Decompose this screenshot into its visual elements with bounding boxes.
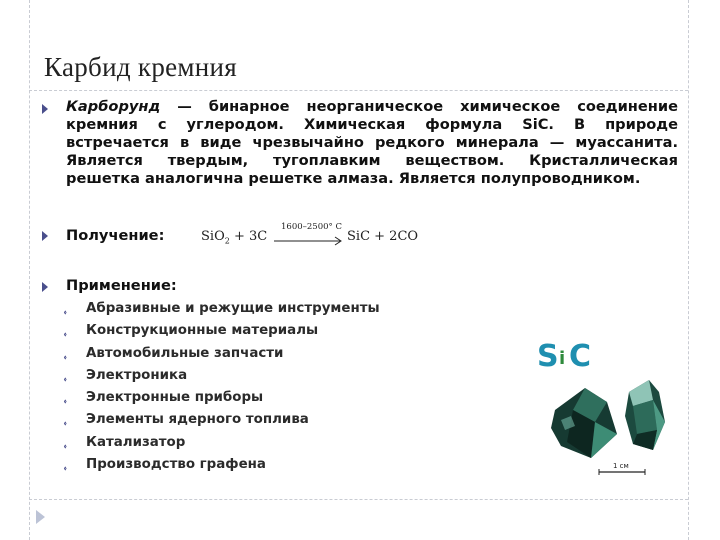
application-label: Применение:: [66, 277, 177, 294]
scale-label: 1 см: [613, 462, 629, 470]
sub-bullet-icon: ⬫: [64, 352, 67, 363]
list-item: ⬫ Конструкционные материалы: [64, 322, 380, 344]
svg-text:i: i: [559, 348, 566, 369]
left-dashed-rule: [29, 0, 30, 540]
sic-crystal-photo: [525, 330, 685, 480]
bottom-dashed-rule: [29, 499, 688, 500]
sub-bullet-icon: ⬫: [64, 374, 67, 385]
bullet-icon: [42, 231, 48, 241]
equation-condition: 1600–2500° C: [281, 222, 342, 232]
intro-text: — бинарное неорганическое химическое соединение кремния с углеродом. Химическая формула SiC. В природе встречается в виде чрезвычайно редкого минерала — муассанита. Является твердым, тугоплавким веществом. Кристаллическая решетка аналогична решетке алмаза. Является полупроводником.: [66, 98, 678, 187]
list-item: ⬫ Электроника: [64, 367, 380, 389]
equation-reactants: SiO$_2$ + 3C: [201, 229, 268, 246]
next-slide-arrow-icon[interactable]: [36, 510, 45, 524]
production-label: Получение:: [66, 227, 165, 244]
bullet-icon: [42, 104, 48, 114]
list-item: ⬫ Катализатор: [64, 434, 380, 456]
equation-products: SiC + 2CO: [347, 229, 419, 244]
sub-bullet-icon: ⬫: [64, 397, 67, 408]
list-item: ⬫ Производство графена: [64, 456, 380, 478]
list-item: ⬫ Электронные приборы: [64, 389, 380, 411]
intro-term: Карборунд: [66, 98, 161, 115]
list-item: ⬫ Автомобильные запчасти: [64, 345, 380, 367]
list-item: ⬫ Абразивные и режущие инструменты: [64, 300, 380, 322]
sub-bullet-icon: ⬫: [64, 441, 67, 452]
svg-text:C: C: [569, 339, 592, 374]
application-list: [64, 300, 380, 478]
right-dashed-rule: [688, 0, 689, 540]
reaction-arrow-icon: [274, 236, 344, 246]
slide-title: Карбид кремния: [44, 52, 238, 82]
sub-bullet-icon: ⬫: [64, 419, 67, 430]
sub-bullet-icon: ⬫: [64, 330, 67, 341]
chemical-equation: [201, 224, 431, 248]
sic-logo-icon: [537, 339, 591, 374]
top-dashed-rule: [29, 90, 688, 91]
svg-text:S: S: [537, 339, 559, 374]
list-item: ⬫ Элементы ядерного топлива: [64, 411, 380, 433]
sub-bullet-icon: ⬫: [64, 464, 67, 475]
scale-bar: [599, 462, 645, 475]
crystal-right-icon: [625, 380, 665, 450]
bullet-icon: [42, 282, 48, 292]
sub-bullet-icon: ⬫: [64, 308, 67, 318]
intro-paragraph: [66, 98, 678, 188]
crystal-left-icon: [551, 388, 617, 458]
